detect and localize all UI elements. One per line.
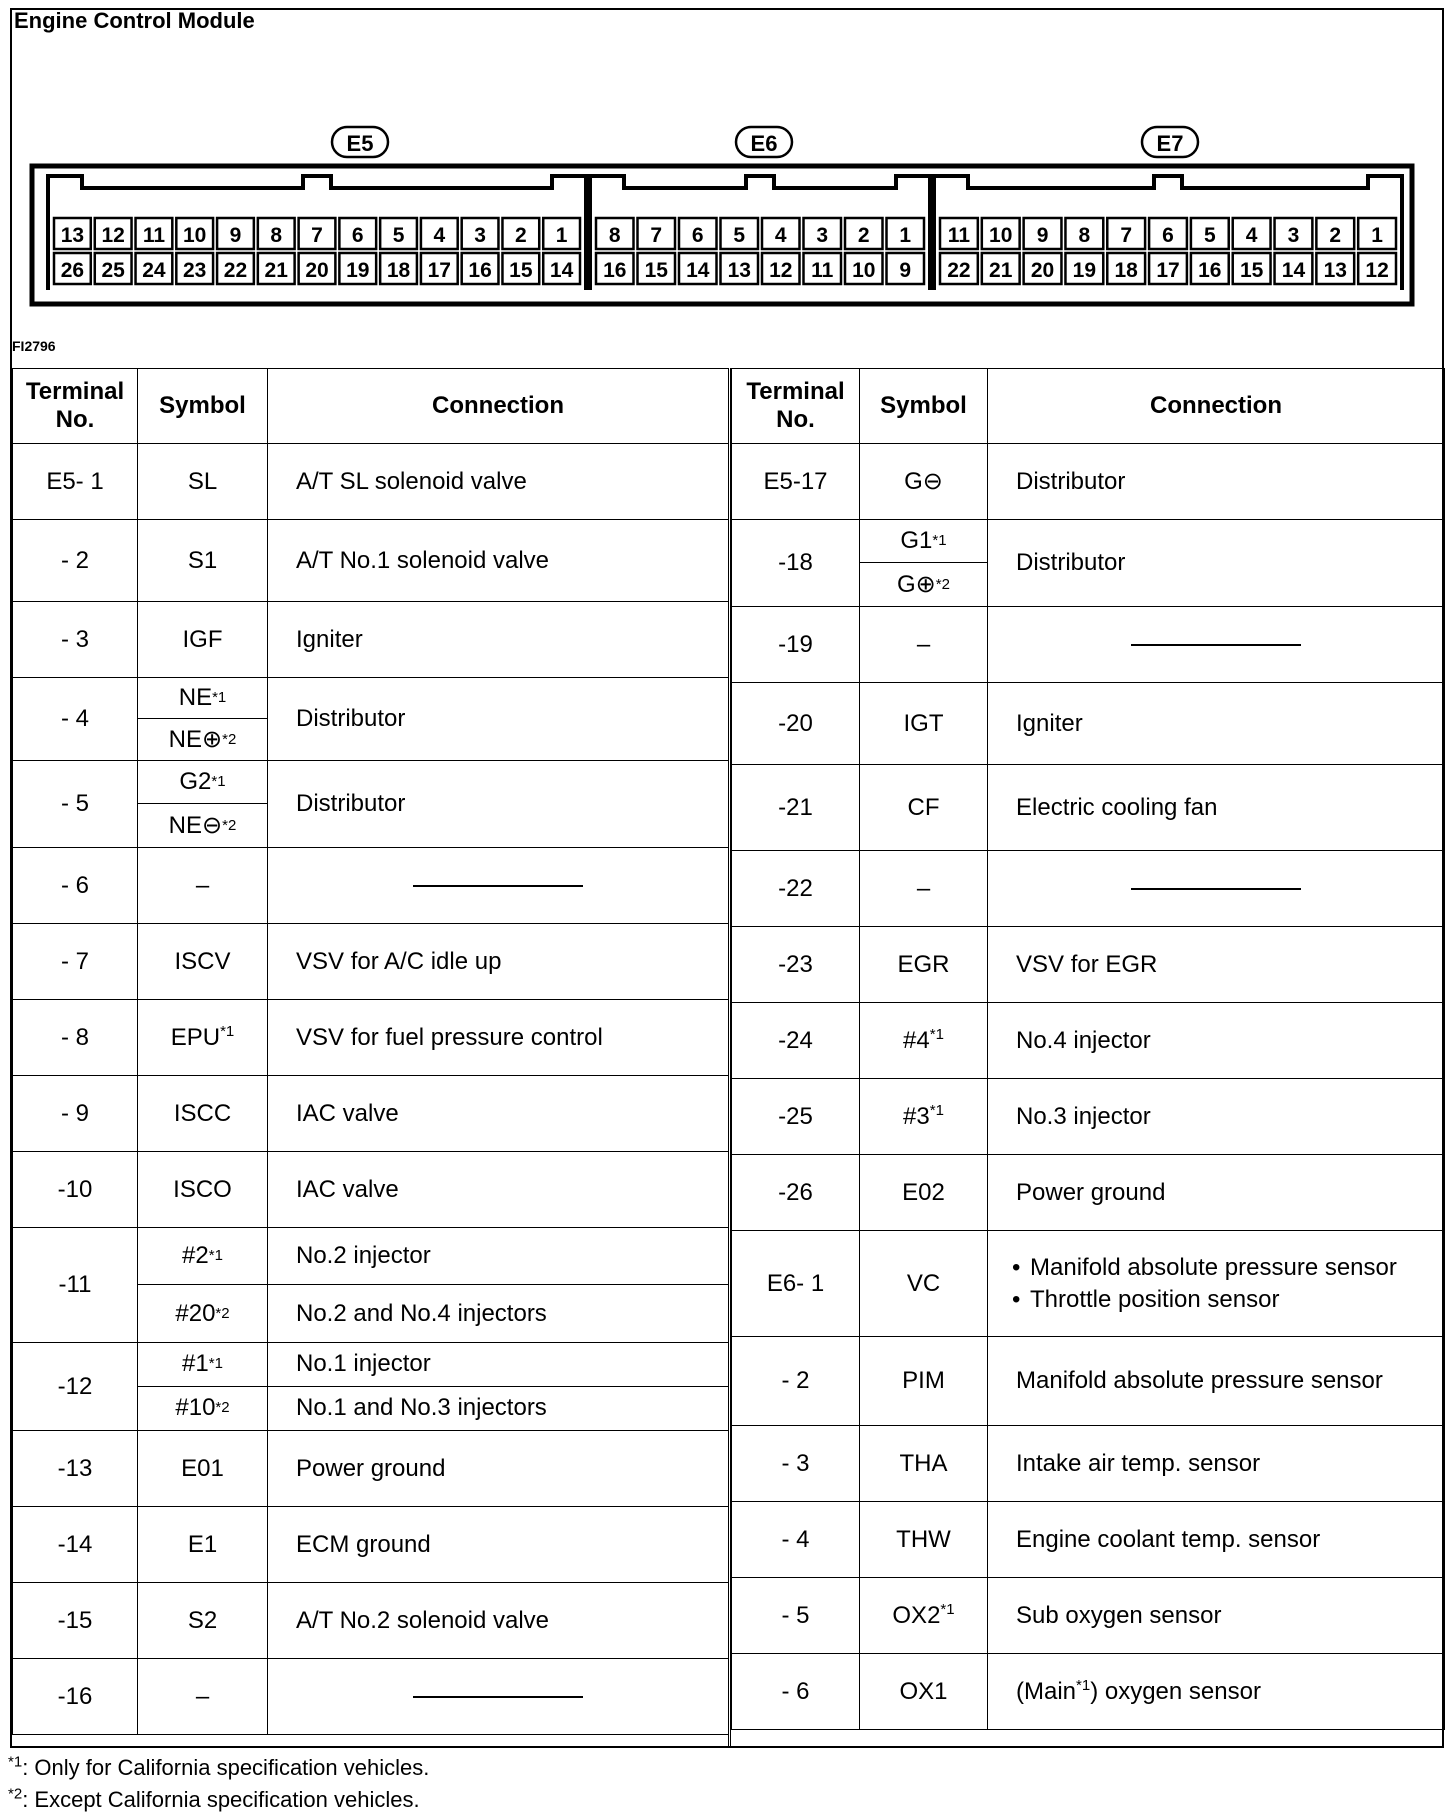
symbol: OX1	[860, 1654, 988, 1730]
terminal-table-right	[731, 368, 1445, 1730]
connection-none	[988, 851, 1445, 927]
symbol-alternate: G⊕ *2	[897, 571, 950, 598]
terminal-no: -18	[732, 520, 860, 607]
table-row	[13, 1431, 729, 1507]
pin-number: 7	[1120, 224, 1133, 247]
pin-number: 8	[270, 224, 283, 247]
table-row	[13, 924, 729, 1000]
pin-number: 20	[305, 259, 329, 282]
symbol: S2	[138, 1583, 268, 1659]
terminal-no: -26	[732, 1155, 860, 1231]
terminal-no: -20	[732, 683, 860, 765]
table-row	[732, 683, 1445, 765]
terminal-no: -13	[13, 1431, 138, 1507]
pin-number: 9	[229, 224, 242, 247]
symbol: ISCC	[138, 1076, 268, 1152]
connection-list	[1012, 1252, 1444, 1314]
connection: Distributor	[988, 444, 1445, 520]
symbol-primary: #2 *1	[138, 1228, 267, 1285]
terminal-no: -25	[732, 1079, 860, 1155]
pin-number: 1	[555, 224, 568, 247]
table-row	[732, 1079, 1445, 1155]
pin-number: 6	[351, 224, 364, 247]
pin-number: 3	[1287, 224, 1300, 247]
table-row	[732, 927, 1445, 1003]
pin-number: 17	[1156, 259, 1180, 282]
pin-number: 12	[1365, 259, 1389, 282]
symbol: THA	[860, 1426, 988, 1502]
connection: Manifold absolute pressure sensor	[988, 1337, 1445, 1426]
connection: VSV for A/C idle up	[268, 924, 729, 1000]
terminal-no: - 9	[13, 1076, 138, 1152]
pin-number: 6	[1162, 224, 1174, 247]
terminal-no: - 2	[13, 520, 138, 602]
pin-number: 12	[769, 259, 793, 282]
pin-number: 10	[852, 259, 876, 282]
pin-number: 15	[509, 259, 533, 282]
symbol: –	[138, 848, 268, 924]
connection: ECM ground	[268, 1507, 729, 1583]
terminal-no: -10	[13, 1152, 138, 1228]
table-row	[13, 1583, 729, 1659]
connection: Sub oxygen sensor	[988, 1578, 1445, 1654]
table-row	[732, 1578, 1445, 1654]
symbol: #3$^{*1}$	[860, 1079, 988, 1155]
pin-number: 20	[1030, 259, 1055, 282]
pin-number: 13	[60, 224, 85, 247]
terminal-no: -23	[732, 927, 860, 1003]
connection	[988, 1231, 1445, 1337]
connection: IAC valve	[268, 1152, 729, 1228]
terminal-no: - 5	[13, 761, 138, 848]
pin-number: 13	[727, 259, 751, 282]
table-row	[732, 1231, 1445, 1337]
pin-number: 1	[899, 224, 912, 247]
terminal-no: - 3	[732, 1426, 860, 1502]
pin-number: 11	[811, 259, 834, 282]
table-row	[13, 602, 729, 678]
pin-number: 21	[989, 259, 1013, 282]
pin-number: 12	[101, 224, 125, 247]
table-row	[732, 520, 1445, 607]
symbol-cell	[860, 520, 988, 607]
footnotes	[8, 1752, 429, 1816]
connection: VSV for fuel pressure control	[268, 1000, 729, 1076]
pin-number: 15	[644, 259, 668, 282]
connection: Igniter	[988, 683, 1445, 765]
pin-number: 16	[1198, 259, 1222, 282]
connection: Engine coolant temp. sensor	[988, 1502, 1445, 1578]
symbol: THW	[860, 1502, 988, 1578]
pin-number: 5	[733, 224, 746, 247]
connection-cell	[268, 1228, 729, 1343]
table-row	[13, 444, 729, 520]
connection: Power ground	[988, 1155, 1445, 1231]
symbol: VC	[860, 1231, 988, 1337]
pin-number: 6	[691, 224, 704, 247]
connection-primary: No.1 injector	[268, 1343, 728, 1387]
connector-label: E6	[750, 131, 778, 156]
connection: A/T No.2 solenoid valve	[268, 1583, 729, 1659]
connection: (Main$^{*1}$) oxygen sensor	[988, 1654, 1445, 1730]
no-connection-line	[1131, 644, 1301, 646]
pin-number: 24	[142, 259, 166, 282]
pin-number: 16	[603, 259, 627, 282]
symbol: –	[138, 1659, 268, 1735]
terminal-no: -19	[732, 607, 860, 683]
pin-number: 7	[311, 224, 323, 247]
pin-number: 5	[1203, 224, 1216, 247]
pin-number: 23	[183, 259, 207, 282]
pin-number: 18	[386, 259, 411, 282]
terminal-table-left	[12, 368, 729, 1735]
table-row	[732, 607, 1445, 683]
symbol: ISCO	[138, 1152, 268, 1228]
pin-number: 11	[142, 224, 166, 247]
pin-number: 7	[650, 224, 663, 247]
table-row	[732, 1003, 1445, 1079]
figure-code: FI2796	[12, 338, 56, 354]
symbol: –	[860, 851, 988, 927]
symbol: –	[860, 607, 988, 683]
footnote: $^{*1}$: Only for California specification vehicles.	[8, 1753, 430, 1780]
table-row	[732, 1654, 1445, 1730]
terminal-no: -22	[732, 851, 860, 927]
symbol: IGT	[860, 683, 988, 765]
pin-number: 18	[1114, 259, 1138, 282]
header-symbol: Symbol	[860, 369, 988, 444]
header-connection: Connection	[988, 369, 1445, 444]
no-connection-line	[413, 885, 583, 887]
pin-number: 8	[608, 224, 621, 247]
table-row	[732, 1426, 1445, 1502]
pin-number: 8	[1078, 224, 1091, 247]
terminal-no: E5-17	[732, 444, 860, 520]
pin-number: 15	[1239, 259, 1264, 282]
symbol: EGR	[860, 927, 988, 1003]
pin-number: 4	[774, 224, 787, 247]
header-terminal: Terminal No.	[13, 369, 138, 444]
symbol-primary: G1 *1	[860, 520, 987, 563]
pin-number: 14	[1281, 259, 1306, 282]
table-row	[13, 848, 729, 924]
connection-none	[268, 848, 729, 924]
connection: Distributor	[268, 678, 729, 761]
no-connection-line	[1131, 888, 1301, 890]
terminal-no: - 7	[13, 924, 138, 1000]
pin-number: 17	[427, 259, 451, 282]
pin-number: 2	[515, 224, 527, 247]
terminal-no: - 4	[732, 1502, 860, 1578]
pin-number: 1	[1371, 224, 1383, 247]
table-row	[13, 1507, 729, 1583]
connection-alternate: No.1 and No.3 injectors	[296, 1394, 547, 1422]
table-row	[13, 678, 729, 761]
pin-number: 3	[474, 224, 486, 247]
connection: IAC valve	[268, 1076, 729, 1152]
terminal-no: -21	[732, 765, 860, 851]
table-row	[13, 1228, 729, 1343]
terminal-no: E6- 1	[732, 1231, 860, 1337]
terminal-no: -24	[732, 1003, 860, 1079]
symbol: E02	[860, 1155, 988, 1231]
connector-label: E5	[346, 131, 374, 156]
pin-number: 9	[1036, 224, 1049, 247]
table-row	[13, 520, 729, 602]
table-row	[732, 1337, 1445, 1426]
symbol: SL	[138, 444, 268, 520]
symbol-primary: G2 *1	[138, 761, 267, 804]
terminal-no: -15	[13, 1583, 138, 1659]
pin-number: 14	[549, 259, 574, 282]
terminal-no: -11	[13, 1228, 138, 1343]
pin-number: 13	[1323, 259, 1347, 282]
table-row	[13, 1152, 729, 1228]
connection-none	[988, 607, 1445, 683]
symbol-primary: #1 *1	[138, 1343, 267, 1387]
connection: Electric cooling fan	[988, 765, 1445, 851]
pin-number: 19	[1072, 259, 1097, 282]
terminal-no: -16	[13, 1659, 138, 1735]
table-row	[13, 1343, 729, 1431]
table-row	[732, 851, 1445, 927]
table-row	[732, 1155, 1445, 1231]
symbol-cell	[138, 1343, 268, 1431]
connection-primary: No.2 injector	[268, 1228, 728, 1285]
symbol-cell	[138, 1228, 268, 1343]
pin-number: 4	[433, 224, 446, 247]
table-row	[13, 761, 729, 848]
connection: A/T SL solenoid valve	[268, 444, 729, 520]
symbol: IGF	[138, 602, 268, 678]
table-row	[13, 1076, 729, 1152]
pin-number: 10	[183, 224, 207, 247]
terminal-no: - 4	[13, 678, 138, 761]
symbol: E01	[138, 1431, 268, 1507]
header-symbol: Symbol	[138, 369, 268, 444]
pin-number: 2	[857, 224, 870, 247]
table-row	[732, 765, 1445, 851]
symbol: G⊖	[860, 444, 988, 520]
terminal-no: - 8	[13, 1000, 138, 1076]
pin-number: 2	[1329, 224, 1342, 247]
symbol: S1	[138, 520, 268, 602]
terminal-no: - 2	[732, 1337, 860, 1426]
connection: Intake air temp. sensor	[988, 1426, 1445, 1502]
symbol: EPU$^{*1}$	[138, 1000, 268, 1076]
connector-label: E7	[1156, 131, 1184, 156]
pin-number: 26	[60, 259, 85, 282]
terminal-no: -12	[13, 1343, 138, 1431]
symbol-alternate: #10 *2	[175, 1394, 230, 1422]
connector-diagram	[0, 0, 1456, 330]
pin-number: 22	[947, 259, 971, 282]
page-title: Engine Control Module	[14, 8, 255, 33]
pin-number: 5	[392, 224, 405, 247]
table-row	[732, 1502, 1445, 1578]
pin-number: 21	[264, 259, 288, 282]
connection: No.3 injector	[988, 1079, 1445, 1155]
connection: Power ground	[268, 1431, 729, 1507]
terminal-no: E5- 1	[13, 444, 138, 520]
header-connection: Connection	[268, 369, 729, 444]
symbol-alternate: NE⊖ *2	[168, 812, 237, 839]
symbol: PIM	[860, 1337, 988, 1426]
symbol: #4$^{*1}$	[860, 1003, 988, 1079]
pin-number: 25	[101, 259, 125, 282]
symbol: OX2$^{*1}$	[860, 1578, 988, 1654]
pin-number: 3	[816, 224, 829, 247]
connection: A/T No.1 solenoid valve	[268, 520, 729, 602]
pin-number: 22	[223, 259, 248, 282]
pin-number: 16	[468, 259, 492, 282]
connection: No.4 injector	[988, 1003, 1445, 1079]
symbol: E1	[138, 1507, 268, 1583]
connection: Distributor	[988, 520, 1445, 607]
pin-number: 4	[1245, 224, 1258, 247]
pin-number: 10	[989, 224, 1013, 247]
symbol-alternate: NE⊕ *2	[168, 726, 237, 753]
pin-number: 14	[686, 259, 710, 282]
header-terminal: Terminal No.	[732, 369, 860, 444]
terminal-no: -14	[13, 1507, 138, 1583]
pin-number: 11	[947, 224, 971, 247]
table-row	[13, 1000, 729, 1076]
connection: Igniter	[268, 602, 729, 678]
pin-number: 9	[899, 259, 912, 282]
symbol-primary: NE *1	[138, 678, 267, 719]
list-item: • Manifold absolute pressure sensor	[1012, 1252, 1444, 1283]
symbol-cell	[138, 678, 268, 761]
list-item: • Throttle position sensor	[1012, 1284, 1444, 1315]
terminal-no: - 6	[732, 1654, 860, 1730]
connection-cell	[268, 1343, 729, 1431]
terminal-no: - 5	[732, 1578, 860, 1654]
symbol: ISCV	[138, 924, 268, 1000]
pin-number: 19	[346, 259, 370, 282]
footnote: $^{*2}$: Except California specification vehicles.	[8, 1785, 420, 1812]
terminal-no: - 6	[13, 848, 138, 924]
symbol: CF	[860, 765, 988, 851]
no-connection-line	[413, 1696, 583, 1698]
symbol-alternate: #20 *2	[175, 1299, 230, 1327]
connection: Distributor	[268, 761, 729, 848]
symbol-cell	[138, 761, 268, 848]
table-row	[13, 1659, 729, 1735]
connection-alternate: No.2 and No.4 injectors	[296, 1299, 547, 1327]
connection: VSV for EGR	[988, 927, 1445, 1003]
table-row	[732, 444, 1445, 520]
connection-none	[268, 1659, 729, 1735]
terminal-no: - 3	[13, 602, 138, 678]
